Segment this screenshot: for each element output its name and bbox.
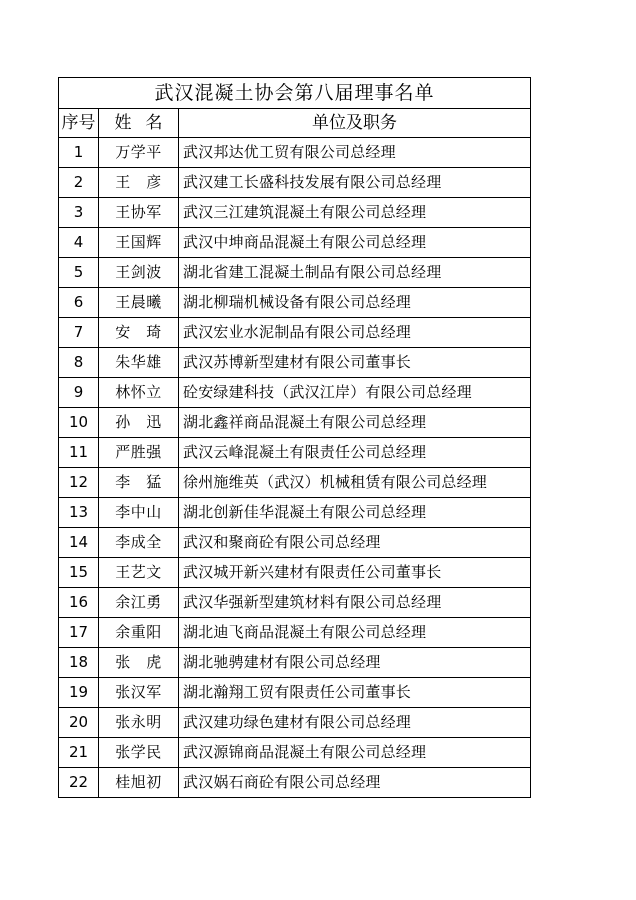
row-serial-number: 1 <box>59 138 99 168</box>
row-serial-number: 18 <box>59 648 99 678</box>
table-row <box>59 768 531 798</box>
row-unit-and-position: 武汉云峰混凝土有限责任公司总经理 <box>179 438 531 468</box>
row-member-name: 王晨曦 <box>99 288 179 318</box>
row-member-name: 王艺文 <box>99 558 179 588</box>
row-serial-number: 6 <box>59 288 99 318</box>
table-row <box>59 258 531 288</box>
row-unit-and-position: 湖北瀚翔工贸有限责任公司董事长 <box>179 678 531 708</box>
row-member-name: 林怀立 <box>99 378 179 408</box>
row-unit-and-position: 武汉苏博新型建材有限公司董事长 <box>179 348 531 378</box>
table-row <box>59 408 531 438</box>
row-serial-number: 19 <box>59 678 99 708</box>
row-unit-and-position: 武汉城开新兴建材有限责任公司董事长 <box>179 558 531 588</box>
row-serial-number: 9 <box>59 378 99 408</box>
row-serial-number: 15 <box>59 558 99 588</box>
row-unit-and-position: 武汉建功绿色建材有限公司总经理 <box>179 708 531 738</box>
row-member-name: 李 猛 <box>99 468 179 498</box>
table-row <box>59 648 531 678</box>
header-name: 姓名 <box>99 109 179 138</box>
row-member-name: 安 琦 <box>99 318 179 348</box>
header-unit-and-position: 单位及职务 <box>179 109 531 138</box>
row-serial-number: 5 <box>59 258 99 288</box>
table-row <box>59 738 531 768</box>
row-unit-and-position: 武汉建工长盛科技发展有限公司总经理 <box>179 168 531 198</box>
row-unit-and-position: 武汉三江建筑混凝土有限公司总经理 <box>179 198 531 228</box>
row-serial-number: 14 <box>59 528 99 558</box>
row-unit-and-position: 砼安绿建科技（武汉江岸）有限公司总经理 <box>179 378 531 408</box>
row-unit-and-position: 湖北省建工混凝土制品有限公司总经理 <box>179 258 531 288</box>
table-row <box>59 438 531 468</box>
row-member-name: 张汉军 <box>99 678 179 708</box>
row-unit-and-position: 湖北迪飞商品混凝土有限公司总经理 <box>179 618 531 648</box>
row-member-name: 余重阳 <box>99 618 179 648</box>
row-serial-number: 21 <box>59 738 99 768</box>
row-unit-and-position: 武汉中坤商品混凝土有限公司总经理 <box>179 228 531 258</box>
row-serial-number: 11 <box>59 438 99 468</box>
row-unit-and-position: 武汉邦达优工贸有限公司总经理 <box>179 138 531 168</box>
row-member-name: 张学民 <box>99 738 179 768</box>
row-serial-number: 13 <box>59 498 99 528</box>
row-member-name: 张永明 <box>99 708 179 738</box>
row-member-name: 桂旭初 <box>99 768 179 798</box>
document-title: 武汉混凝土协会第八届理事名单 <box>59 78 531 109</box>
row-member-name: 孙 迅 <box>99 408 179 438</box>
row-unit-and-position: 武汉娲石商砼有限公司总经理 <box>179 768 531 798</box>
row-serial-number: 20 <box>59 708 99 738</box>
table-body <box>59 138 531 798</box>
row-unit-and-position: 湖北柳瑞机械设备有限公司总经理 <box>179 288 531 318</box>
row-serial-number: 4 <box>59 228 99 258</box>
row-member-name: 张 虎 <box>99 648 179 678</box>
table-row <box>59 588 531 618</box>
table-row <box>59 708 531 738</box>
row-member-name: 王 彦 <box>99 168 179 198</box>
row-unit-and-position: 武汉华强新型建筑材料有限公司总经理 <box>179 588 531 618</box>
row-unit-and-position: 湖北驰骋建材有限公司总经理 <box>179 648 531 678</box>
row-serial-number: 22 <box>59 768 99 798</box>
table-row <box>59 378 531 408</box>
table-row <box>59 318 531 348</box>
header-serial-number: 序号 <box>59 109 99 138</box>
table-row <box>59 618 531 648</box>
row-member-name: 严胜强 <box>99 438 179 468</box>
table-row <box>59 528 531 558</box>
row-serial-number: 3 <box>59 198 99 228</box>
table-row <box>59 558 531 588</box>
table-title-row <box>59 78 531 109</box>
row-member-name: 李中山 <box>99 498 179 528</box>
row-unit-and-position: 武汉和聚商砼有限公司总经理 <box>179 528 531 558</box>
row-member-name: 王协军 <box>99 198 179 228</box>
table-row <box>59 138 531 168</box>
row-member-name: 朱华雄 <box>99 348 179 378</box>
row-serial-number: 2 <box>59 168 99 198</box>
table-header-row <box>59 109 531 138</box>
row-serial-number: 12 <box>59 468 99 498</box>
table-row <box>59 288 531 318</box>
table-row <box>59 678 531 708</box>
table-row <box>59 348 531 378</box>
row-unit-and-position: 湖北创新佳华混凝土有限公司总经理 <box>179 498 531 528</box>
row-member-name: 李成全 <box>99 528 179 558</box>
table-row <box>59 498 531 528</box>
row-serial-number: 10 <box>59 408 99 438</box>
row-member-name: 王剑波 <box>99 258 179 288</box>
row-serial-number: 16 <box>59 588 99 618</box>
row-serial-number: 17 <box>59 618 99 648</box>
table-row <box>59 198 531 228</box>
row-serial-number: 7 <box>59 318 99 348</box>
row-member-name: 万学平 <box>99 138 179 168</box>
council-member-table <box>58 77 531 798</box>
row-unit-and-position: 湖北鑫祥商品混凝土有限公司总经理 <box>179 408 531 438</box>
row-unit-and-position: 武汉宏业水泥制品有限公司总经理 <box>179 318 531 348</box>
table-row <box>59 168 531 198</box>
row-serial-number: 8 <box>59 348 99 378</box>
table-row <box>59 468 531 498</box>
row-unit-and-position: 徐州施维英（武汉）机械租赁有限公司总经理 <box>179 468 531 498</box>
table-row <box>59 228 531 258</box>
row-member-name: 王国辉 <box>99 228 179 258</box>
row-unit-and-position: 武汉源锦商品混凝土有限公司总经理 <box>179 738 531 768</box>
row-member-name: 余江勇 <box>99 588 179 618</box>
